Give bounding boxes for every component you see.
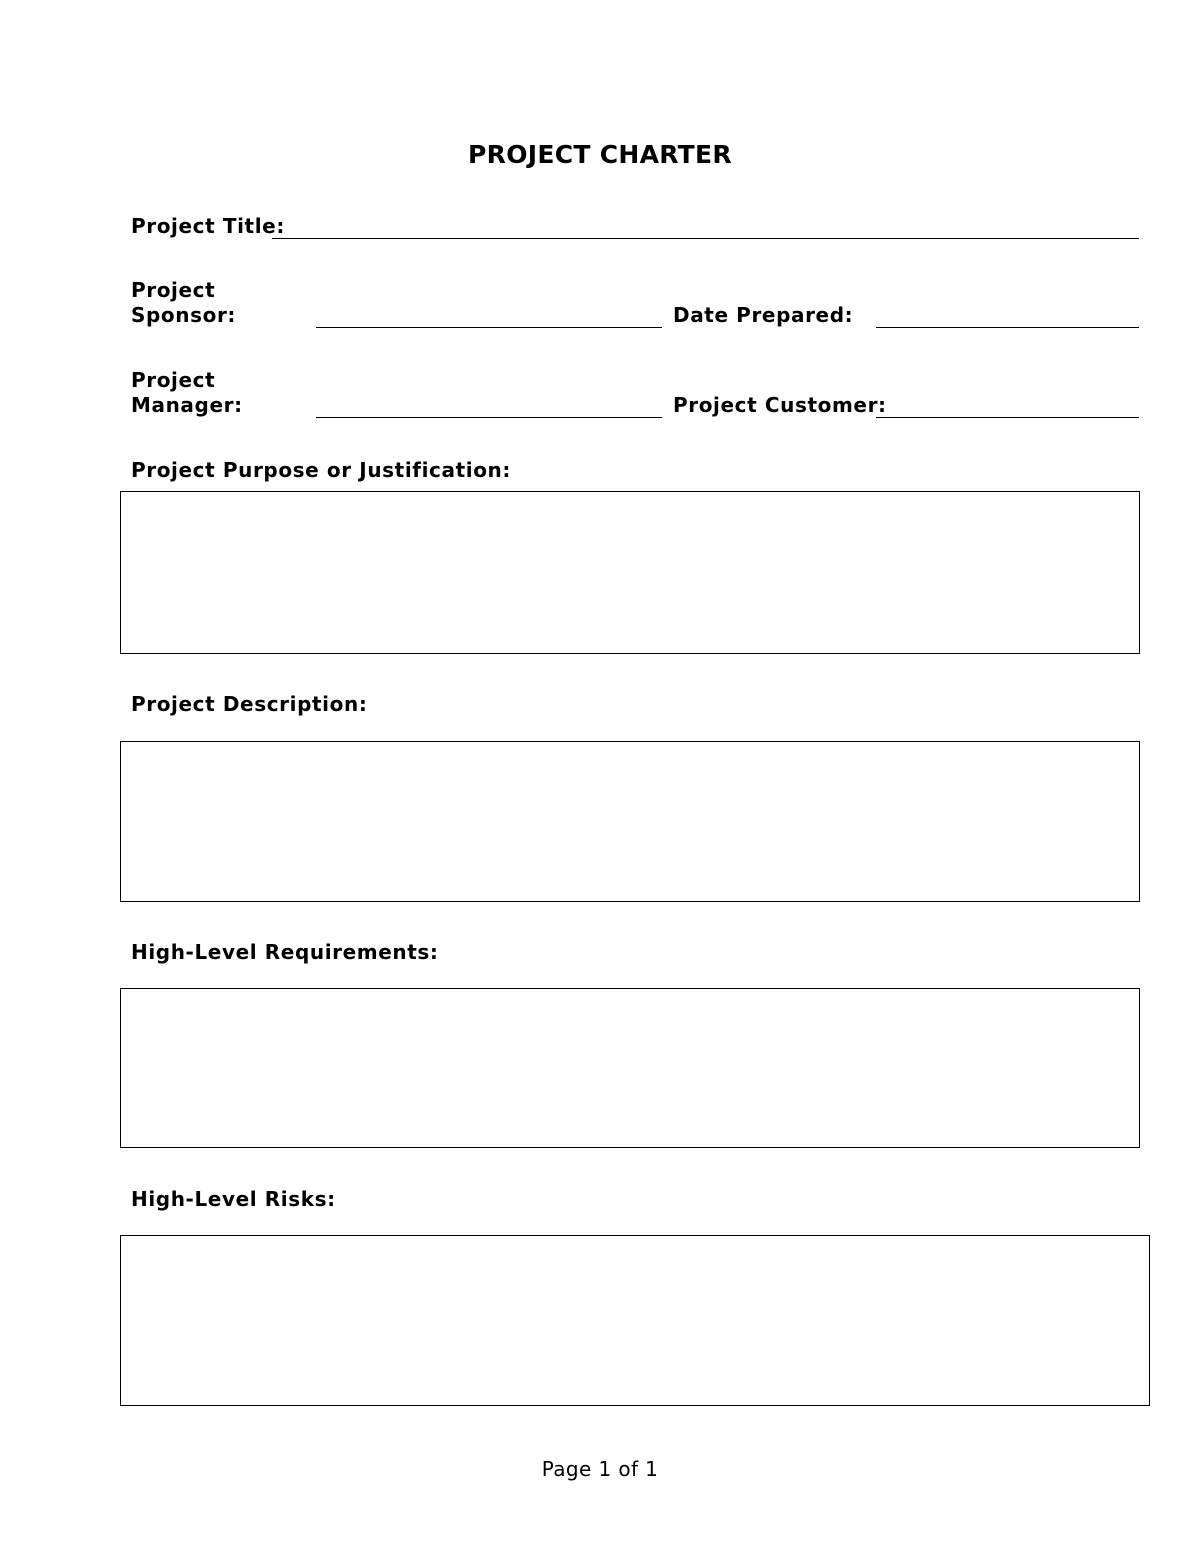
requirements-text-box[interactable] xyxy=(120,988,1140,1148)
project-title-label: Project Title: xyxy=(131,214,285,238)
project-customer-label: Project Customer: xyxy=(673,393,887,417)
risks-text-box[interactable] xyxy=(120,1235,1150,1406)
description-text-box[interactable] xyxy=(120,741,1140,902)
project-sponsor-input-line[interactable] xyxy=(316,327,662,328)
project-sponsor-label-line2: Sponsor: xyxy=(131,303,237,327)
project-manager-input-line[interactable] xyxy=(316,417,662,418)
project-manager-label-line1: Project xyxy=(131,368,216,392)
project-sponsor-label-line1: Project xyxy=(131,278,216,302)
page-number: Page 1 of 1 xyxy=(541,1457,659,1481)
date-prepared-input-line[interactable] xyxy=(876,327,1139,328)
requirements-section-label: High-Level Requirements: xyxy=(131,940,439,964)
project-manager-label-line2: Manager: xyxy=(131,393,243,417)
purpose-section-label: Project Purpose or Justification: xyxy=(131,458,511,482)
date-prepared-label: Date Prepared: xyxy=(673,303,854,327)
risks-section-label: High-Level Risks: xyxy=(131,1187,336,1211)
project-title-input-line[interactable] xyxy=(272,238,1139,239)
description-section-label: Project Description: xyxy=(131,692,368,716)
document-title: PROJECT CHARTER xyxy=(468,140,732,169)
purpose-text-box[interactable] xyxy=(120,491,1140,654)
project-customer-input-line[interactable] xyxy=(876,417,1139,418)
